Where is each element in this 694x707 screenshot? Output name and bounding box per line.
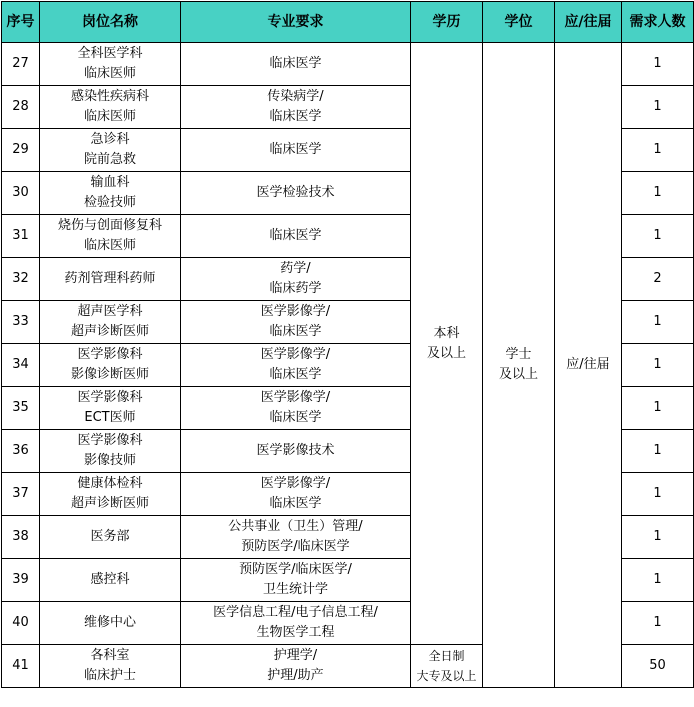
position-cell-line: 感控科 bbox=[90, 572, 130, 587]
position-cell-line: 临床医师 bbox=[83, 109, 136, 124]
header-row bbox=[2, 2, 694, 43]
position-cell-line: 医务部 bbox=[90, 529, 130, 544]
position-cell-line: 超声医学科 bbox=[77, 304, 143, 319]
seq-cell: 39 bbox=[2, 559, 40, 602]
major-cell bbox=[181, 344, 411, 387]
position-cell bbox=[40, 387, 181, 430]
major-cell bbox=[181, 559, 411, 602]
major-cell bbox=[181, 387, 411, 430]
count-cell: 1 bbox=[622, 430, 694, 473]
major-cell bbox=[181, 430, 411, 473]
position-cell bbox=[40, 43, 181, 86]
major-cell-line: 医学影像学/ bbox=[260, 476, 331, 491]
count-cell: 2 bbox=[622, 258, 694, 301]
seq-cell: 28 bbox=[2, 86, 40, 129]
position-cell-line: 各科室 bbox=[90, 648, 130, 663]
position-cell-line: 超声诊断医师 bbox=[70, 324, 149, 339]
header-position: 岗位名称 bbox=[40, 2, 181, 43]
position-cell bbox=[40, 344, 181, 387]
major-cell bbox=[181, 129, 411, 172]
position-cell bbox=[40, 301, 181, 344]
major-cell-line: 生物医学工程 bbox=[256, 625, 335, 640]
major-cell-line: 预防医学/临床医学 bbox=[241, 539, 350, 554]
seq-cell: 27 bbox=[2, 43, 40, 86]
major-cell bbox=[181, 215, 411, 258]
position-cell bbox=[40, 645, 181, 688]
header-count: 需求人数 bbox=[622, 2, 694, 43]
major-cell-line: 医学信息工程/电子信息工程/ bbox=[213, 605, 378, 620]
count-cell: 1 bbox=[622, 215, 694, 258]
seq-cell: 33 bbox=[2, 301, 40, 344]
position-cell bbox=[40, 473, 181, 516]
table-body bbox=[2, 43, 694, 688]
education-cell bbox=[411, 43, 483, 645]
header-seq: 序号 bbox=[2, 2, 40, 43]
major-cell-line: 医学影像学/ bbox=[260, 347, 331, 362]
education-cell-last bbox=[411, 645, 483, 688]
count-cell: 1 bbox=[622, 387, 694, 430]
position-cell-line: 影像诊断医师 bbox=[70, 367, 149, 382]
graduate-cell bbox=[555, 43, 622, 688]
position-cell-line: 维修中心 bbox=[83, 615, 136, 630]
major-cell bbox=[181, 43, 411, 86]
position-cell bbox=[40, 258, 181, 301]
major-cell-line: 药学/ bbox=[280, 261, 311, 276]
major-cell-line: 医学影像技术 bbox=[256, 443, 335, 458]
major-cell bbox=[181, 301, 411, 344]
position-cell bbox=[40, 602, 181, 645]
seq-cell: 32 bbox=[2, 258, 40, 301]
count-cell: 1 bbox=[622, 559, 694, 602]
position-cell bbox=[40, 516, 181, 559]
count-cell: 1 bbox=[622, 344, 694, 387]
position-cell-line: ECT医师 bbox=[84, 410, 136, 425]
count-cell: 1 bbox=[622, 516, 694, 559]
seq-cell: 36 bbox=[2, 430, 40, 473]
count-cell: 1 bbox=[622, 473, 694, 516]
count-cell: 1 bbox=[622, 129, 694, 172]
major-cell bbox=[181, 172, 411, 215]
position-cell bbox=[40, 129, 181, 172]
position-cell-line: 药剂管理科药师 bbox=[64, 271, 156, 286]
major-cell-line: 临床医学 bbox=[269, 56, 322, 71]
major-cell-line: 医学影像学/ bbox=[260, 390, 331, 405]
seq-cell: 29 bbox=[2, 129, 40, 172]
major-cell-line: 临床医学 bbox=[269, 142, 322, 157]
seq-cell: 38 bbox=[2, 516, 40, 559]
major-cell-line: 预防医学/临床医学/ bbox=[239, 562, 352, 577]
seq-cell: 34 bbox=[2, 344, 40, 387]
major-cell-line: 护理/助产 bbox=[267, 668, 324, 683]
education-cell-line: 本科 bbox=[433, 325, 460, 341]
graduate-cell-line: 应/往届 bbox=[566, 357, 610, 372]
header-degree: 学位 bbox=[483, 2, 555, 43]
major-cell-line: 医学影像学/ bbox=[260, 304, 331, 319]
seq-cell: 41 bbox=[2, 645, 40, 688]
count-cell: 1 bbox=[622, 172, 694, 215]
major-cell-line: 临床医学 bbox=[269, 496, 322, 511]
education-cell-last-line: 大专及以上 bbox=[416, 669, 477, 683]
position-cell-line: 临床护士 bbox=[83, 668, 136, 683]
position-cell bbox=[40, 559, 181, 602]
major-cell-line: 临床医学 bbox=[269, 410, 322, 425]
header-graduate: 应/往届 bbox=[555, 2, 622, 43]
education-cell-line: 及以上 bbox=[426, 345, 466, 361]
major-cell bbox=[181, 645, 411, 688]
major-cell bbox=[181, 473, 411, 516]
degree-cell bbox=[483, 43, 555, 688]
recruitment-table bbox=[1, 1, 694, 688]
position-cell-line: 检验技师 bbox=[83, 195, 136, 210]
count-cell: 1 bbox=[622, 43, 694, 86]
degree-cell-line: 及以上 bbox=[498, 367, 538, 382]
major-cell bbox=[181, 258, 411, 301]
major-cell-line: 临床医学 bbox=[269, 367, 322, 382]
position-cell-line: 临床医师 bbox=[83, 66, 136, 81]
major-cell-line: 护理学/ bbox=[273, 648, 318, 663]
major-cell bbox=[181, 602, 411, 645]
position-cell bbox=[40, 430, 181, 473]
position-cell-line: 医学影像科 bbox=[77, 390, 143, 405]
major-cell-line: 公共事业（卫生）管理/ bbox=[228, 519, 363, 534]
seq-cell: 40 bbox=[2, 602, 40, 645]
position-cell-line: 急诊科 bbox=[90, 132, 130, 147]
major-cell-line: 传染病学/ bbox=[267, 89, 324, 104]
position-cell-line: 烧伤与创面修复科 bbox=[57, 218, 162, 233]
header-major: 专业要求 bbox=[181, 2, 411, 43]
count-cell: 1 bbox=[622, 86, 694, 129]
position-cell-line: 输血科 bbox=[90, 175, 130, 190]
position-cell-line: 医学影像科 bbox=[77, 347, 143, 362]
count-cell: 1 bbox=[622, 301, 694, 344]
position-cell bbox=[40, 172, 181, 215]
seq-cell: 31 bbox=[2, 215, 40, 258]
major-cell-line: 临床医学 bbox=[269, 109, 322, 124]
position-cell bbox=[40, 86, 181, 129]
position-cell-line: 健康体检科 bbox=[77, 476, 143, 491]
major-cell-line: 医学检验技术 bbox=[256, 185, 335, 200]
position-cell-line: 全科医学科 bbox=[77, 46, 143, 61]
degree-cell-line: 学士 bbox=[505, 347, 532, 362]
table-row bbox=[2, 43, 694, 86]
position-cell-line: 影像技师 bbox=[83, 453, 136, 468]
position-cell-line: 感染性疾病科 bbox=[70, 89, 149, 104]
header-education: 学历 bbox=[411, 2, 483, 43]
position-cell bbox=[40, 215, 181, 258]
major-cell bbox=[181, 516, 411, 559]
education-cell-last-line: 全日制 bbox=[428, 649, 465, 663]
count-cell: 50 bbox=[622, 645, 694, 688]
major-cell-line: 临床药学 bbox=[269, 281, 322, 296]
position-cell-line: 超声诊断医师 bbox=[70, 496, 149, 511]
seq-cell: 37 bbox=[2, 473, 40, 516]
major-cell-line: 临床医学 bbox=[269, 324, 322, 339]
count-cell: 1 bbox=[622, 602, 694, 645]
position-cell-line: 临床医师 bbox=[83, 238, 136, 253]
position-cell-line: 院前急救 bbox=[83, 152, 136, 167]
major-cell-line: 临床医学 bbox=[269, 228, 322, 243]
seq-cell: 30 bbox=[2, 172, 40, 215]
position-cell-line: 医学影像科 bbox=[77, 433, 143, 448]
major-cell bbox=[181, 86, 411, 129]
seq-cell: 35 bbox=[2, 387, 40, 430]
major-cell-line: 卫生统计学 bbox=[262, 582, 328, 597]
